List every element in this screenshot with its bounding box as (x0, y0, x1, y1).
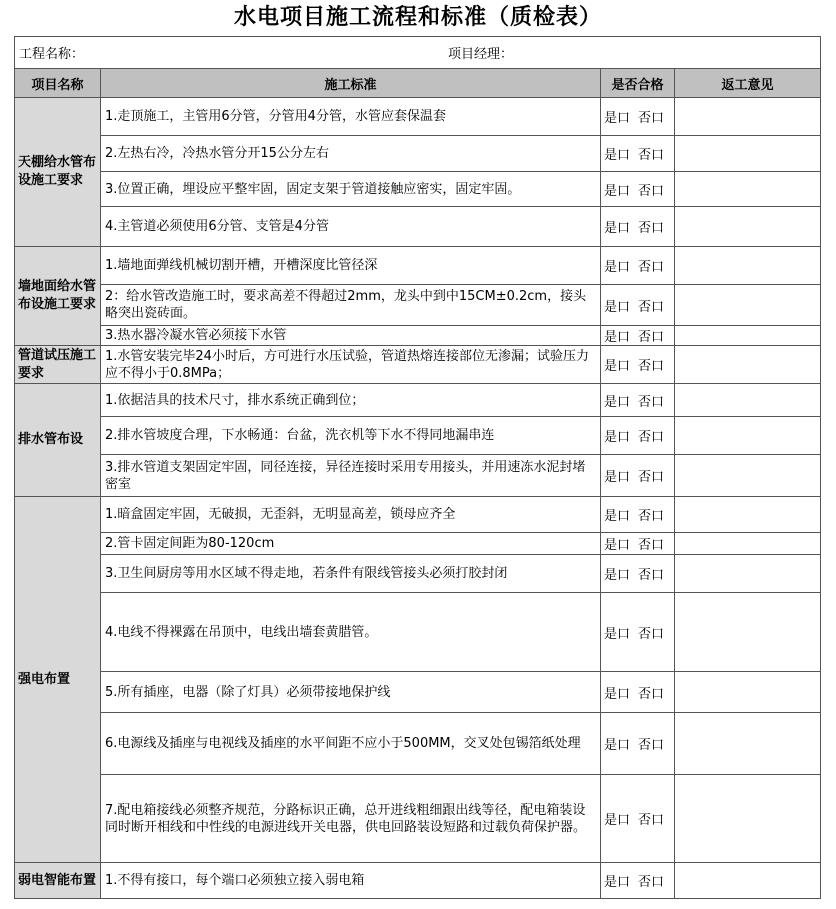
table-row (15, 533, 821, 555)
table-row (15, 555, 821, 593)
no-checkbox[interactable]: 否口 (638, 875, 665, 890)
pass-check-cell (601, 775, 675, 863)
table-row (15, 98, 821, 136)
table-row (15, 285, 821, 326)
section-name: 强电布置 (15, 497, 101, 863)
yes-checkbox[interactable]: 是口 (604, 813, 631, 828)
pass-check-cell (601, 497, 675, 533)
no-checkbox[interactable]: 否口 (638, 183, 665, 199)
pass-check-cell (601, 172, 675, 207)
yes-checkbox[interactable]: 是口 (604, 221, 631, 236)
no-checkbox[interactable]: 否口 (638, 538, 665, 553)
pass-check-cell (601, 346, 675, 384)
yes-checkbox[interactable]: 是口 (604, 359, 631, 374)
standard-cell: 2.排水管坡度合理，下水畅通：台盆，洗衣机等下水不得同地漏串连 (101, 417, 601, 455)
table-row (15, 346, 821, 384)
no-checkbox[interactable]: 否口 (638, 111, 665, 126)
pass-check-cell (601, 533, 675, 555)
rework-cell[interactable] (675, 172, 821, 207)
yes-checkbox[interactable]: 是口 (604, 738, 631, 753)
page-title: 水电项目施工流程和标准（质检表） (233, 5, 602, 30)
standard-cell: 4.电线不得裸露在吊顶中，电线出墙套黄腊管。 (101, 593, 601, 672)
pass-check-cell (601, 555, 675, 593)
rework-cell[interactable] (675, 98, 821, 136)
standard-cell: 1.走顶施工，主管用6分管，分管用4分管，水管应套保温套 (101, 98, 601, 136)
yes-checkbox[interactable]: 是口 (604, 875, 631, 890)
yes-checkbox[interactable]: 是口 (604, 148, 631, 163)
table-row (15, 672, 821, 713)
no-checkbox[interactable]: 否口 (638, 626, 665, 642)
no-checkbox[interactable]: 否口 (638, 260, 665, 275)
no-checkbox[interactable]: 否口 (638, 299, 665, 315)
rework-cell[interactable] (675, 775, 821, 863)
table-row (15, 247, 821, 285)
table-row (15, 326, 821, 346)
standard-cell: 3.热水器冷凝水管必须接下水管 (101, 326, 601, 346)
yes-checkbox[interactable]: 是口 (604, 626, 631, 642)
project-manager-label: 项目经理： (448, 47, 514, 62)
rework-cell[interactable] (675, 455, 821, 497)
pass-check-cell (601, 207, 675, 247)
rework-cell[interactable] (675, 672, 821, 713)
rework-cell[interactable] (675, 863, 821, 899)
yes-checkbox[interactable]: 是口 (604, 686, 631, 702)
info-row (15, 37, 821, 69)
pass-check-cell (601, 247, 675, 285)
rework-cell[interactable] (675, 555, 821, 593)
pass-check-cell (601, 285, 675, 326)
pass-check-cell (601, 713, 675, 775)
no-checkbox[interactable]: 否口 (638, 686, 665, 702)
standard-cell: 6.电源线及插座与电视线及插座的水平间距不应小于500MM，交叉处包锡箔纸处理 (101, 713, 601, 775)
table-row (15, 136, 821, 172)
project-name-label: 工程名称： (19, 47, 85, 62)
standard-cell: 3.排水管道支架固定牢固，同径连接，异径连接时采用专用接头，并用速冻水泥封堵密室 (101, 455, 601, 497)
table-row (15, 384, 821, 417)
section-name: 弱电智能布置 (15, 863, 101, 899)
header-qualified: 是否合格 (601, 69, 675, 98)
no-checkbox[interactable]: 否口 (638, 221, 665, 236)
no-checkbox[interactable]: 否口 (638, 568, 665, 583)
yes-checkbox[interactable]: 是口 (604, 430, 631, 445)
section-name: 排水管布设 (15, 384, 101, 497)
yes-checkbox[interactable]: 是口 (604, 111, 631, 126)
pass-check-cell (601, 326, 675, 346)
yes-checkbox[interactable]: 是口 (604, 260, 631, 275)
rework-cell[interactable] (675, 533, 821, 555)
standard-cell: 4.主管道必须使用6分管、支管是4分管 (101, 207, 601, 247)
yes-checkbox[interactable]: 是口 (604, 509, 631, 524)
rework-cell[interactable] (675, 713, 821, 775)
no-checkbox[interactable]: 否口 (638, 394, 665, 410)
no-checkbox[interactable]: 否口 (638, 470, 665, 485)
table-row (15, 497, 821, 533)
rework-cell[interactable] (675, 346, 821, 384)
standard-cell: 3.卫生间厨房等用水区域不得走地，若条件有限线管接头必须打胶封闭 (101, 555, 601, 593)
header-row (15, 69, 821, 98)
no-checkbox[interactable]: 否口 (638, 430, 665, 445)
rework-cell[interactable] (675, 497, 821, 533)
pass-check-cell (601, 417, 675, 455)
standard-cell: 5.所有插座，电器（除了灯具）必须带接地保护线 (101, 672, 601, 713)
yes-checkbox[interactable]: 是口 (604, 470, 631, 485)
standard-cell: 2.管卡固定间距为80-120cm (101, 533, 601, 555)
standard-cell: 1.依据洁具的技术尺寸，排水系统正确到位； (101, 384, 601, 417)
rework-cell[interactable] (675, 384, 821, 417)
rework-cell[interactable] (675, 417, 821, 455)
table-row (15, 417, 821, 455)
no-checkbox[interactable]: 否口 (638, 813, 665, 828)
pass-check-cell (601, 672, 675, 713)
section-name: 天棚给水管布设施工要求 (15, 98, 101, 247)
table-row (15, 455, 821, 497)
standard-cell: 2：给水管改造施工时，要求高差不得超过2mm，龙头中到中15CM±0.2cm，接头略突出瓷砖面。 (101, 285, 601, 326)
table-row (15, 593, 821, 672)
pass-check-cell (601, 455, 675, 497)
inspection-table (14, 36, 821, 899)
rework-cell[interactable] (675, 136, 821, 172)
pass-check-cell (601, 98, 675, 136)
yes-checkbox[interactable]: 是口 (604, 330, 631, 345)
yes-checkbox[interactable]: 是口 (604, 538, 631, 553)
standard-cell: 1.水管安装完毕24小时后，方可进行水压试验，管道热熔连接部位无渗漏；试验压力应不得小于0.8MPa； (101, 346, 601, 384)
yes-checkbox[interactable]: 是口 (604, 394, 631, 410)
no-checkbox[interactable]: 否口 (638, 330, 665, 345)
standard-cell: 2.左热右冷，冷热水管分开15公分左右 (101, 136, 601, 172)
standard-cell: 1.暗盒固定牢固，无破损，无歪斜，无明显高差，锁母应齐全 (101, 497, 601, 533)
no-checkbox[interactable]: 否口 (638, 509, 665, 524)
no-checkbox[interactable]: 否口 (638, 148, 665, 163)
no-checkbox[interactable]: 否口 (638, 738, 665, 753)
table-row (15, 775, 821, 863)
table-row (15, 713, 821, 775)
no-checkbox[interactable]: 否口 (638, 359, 665, 374)
pass-check-cell (601, 593, 675, 672)
header-item: 项目名称 (15, 69, 101, 98)
table-row (15, 207, 821, 247)
pass-check-cell (601, 863, 675, 899)
rework-cell[interactable] (675, 326, 821, 346)
section-name: 管道试压施工要求 (15, 346, 101, 384)
yes-checkbox[interactable]: 是口 (604, 568, 631, 583)
section-name: 墙地面给水管布设施工要求 (15, 247, 101, 346)
standard-cell: 3.位置正确，埋设应平整牢固，固定支架于管道接触应密实，固定牢固。 (101, 172, 601, 207)
yes-checkbox[interactable]: 是口 (604, 299, 631, 315)
rework-cell[interactable] (675, 207, 821, 247)
yes-checkbox[interactable]: 是口 (604, 183, 631, 199)
rework-cell[interactable] (675, 247, 821, 285)
standard-cell: 1.墙地面弹线机械切割开槽，开槽深度比管径深 (101, 247, 601, 285)
standard-cell: 7.配电箱接线必须整齐规范，分路标识正确，总开进线粗细跟出线等径，配电箱装设同时断开相线和中性线的电源进线开关电器，供电回路装设短路和过载负荷保护器。 (101, 775, 601, 863)
rework-cell[interactable] (675, 593, 821, 672)
pass-check-cell (601, 136, 675, 172)
pass-check-cell (601, 384, 675, 417)
standard-cell: 1.不得有接口，每个端口必须独立接入弱电箱 (101, 863, 601, 899)
rework-cell[interactable] (675, 285, 821, 326)
table-row (15, 863, 821, 899)
header-standard: 施工标准 (101, 69, 601, 98)
table-row (15, 172, 821, 207)
header-rework: 返工意见 (675, 69, 821, 98)
